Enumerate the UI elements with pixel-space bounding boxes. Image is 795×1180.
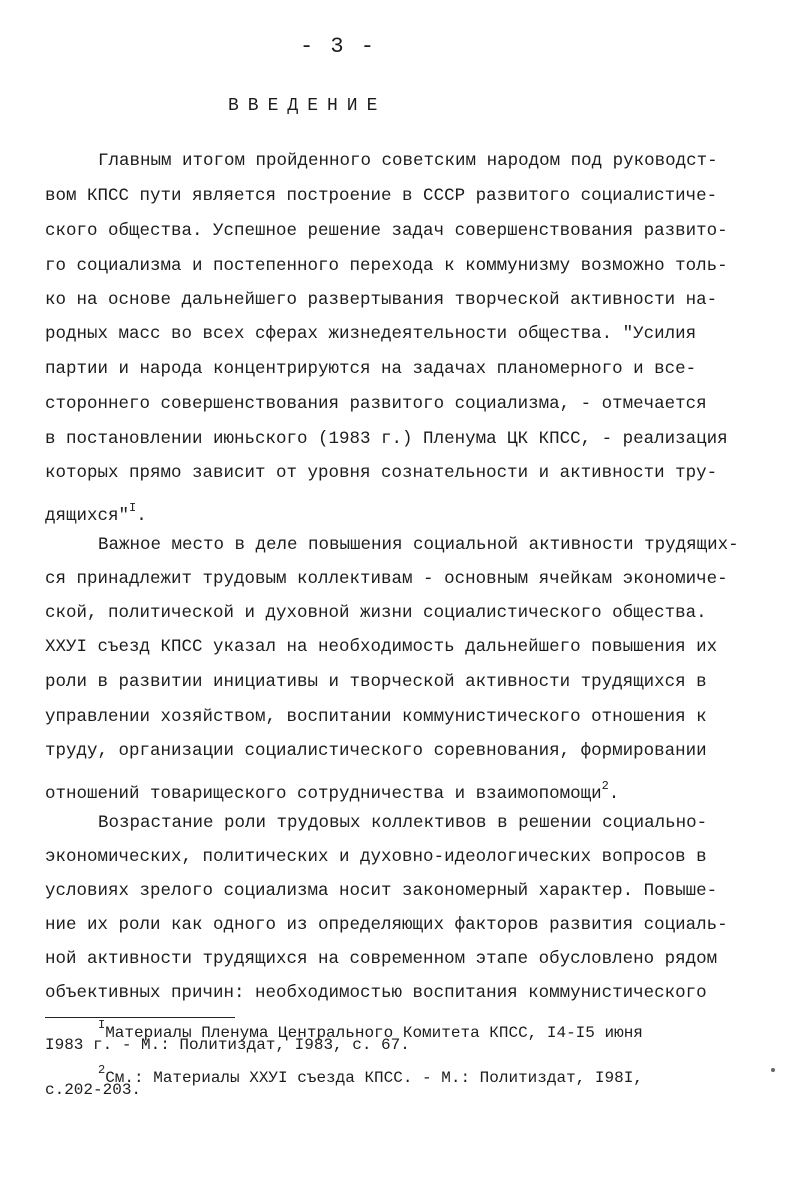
footnote-1-continued: I983 г. - М.: Политиздат, I983, с. 67.: [45, 1036, 410, 1054]
page-number: - 3 -: [300, 34, 377, 59]
text-line: вом КПСС пути является построение в СССР развитого социалистиче-: [45, 186, 718, 206]
text-line: [45, 497, 147, 527]
text-line: труду, организации социалистического соревнования, формировании: [45, 741, 707, 761]
text-fragment: отношений товарищеского сотрудничества и взаимопомощи: [45, 784, 602, 804]
text-line: Главным итогом пройденного советским народом под руководст-: [98, 151, 718, 171]
text-line: которых прямо зависит от уровня сознательности и активности тру-: [45, 463, 718, 483]
footnote-text: См.: Материалы ХХУI съезда КПСС. - М.: Политиздат, I98I,: [105, 1069, 643, 1087]
text-line: управлении хозяйством, воспитании коммунистического отношения к: [45, 707, 707, 727]
text-line: ние их роли как одного из определяющих факторов развития социаль-: [45, 915, 728, 935]
text-line: го социализма и постепенного перехода к коммунизму возможно толь-: [45, 256, 728, 276]
text-line: партии и народа концентрируются на задачах планомерного и все-: [45, 359, 697, 379]
text-line: ХХУI съезд КПСС указал на необходимость дальнейшего повышения их: [45, 637, 718, 657]
page-title: ВВЕДЕНИЕ: [228, 96, 387, 116]
text-line: экономических, политических и духовно-идеологических вопросов в: [45, 847, 707, 867]
text-line: роли в развитии инициативы и творческой активности трудящихся в: [45, 672, 707, 692]
text-fragment: .: [608, 784, 620, 804]
footnote-marker: 2: [98, 1063, 106, 1077]
text-line: Возрастание роли трудовых коллективов в решении социально-: [98, 813, 708, 833]
text-line: ского общества. Успешное решение задач совершенствования развито-: [45, 221, 728, 241]
text-line: объективных причин: необходимостью воспитания коммунистического: [45, 983, 707, 1003]
footnote-marker: I: [98, 1018, 106, 1032]
footnote-ref-1: I: [129, 501, 137, 515]
text-line: в постановлении июньского (1983 г.) Пленума ЦК КПСС, - реализация: [45, 429, 728, 449]
scan-speck: [771, 1068, 775, 1072]
text-line: условиях зрелого социализма носит закономерный характер. Повыше-: [45, 881, 718, 901]
text-fragment: .: [136, 506, 147, 526]
text-line: [45, 775, 619, 805]
text-line: ной активности трудящихся на современном этапе обусловлено рядом: [45, 949, 718, 969]
text-fragment: дящихся": [45, 506, 130, 526]
text-line: родных масс во всех сферах жизнедеятельности общества. "Усилия: [45, 324, 697, 344]
text-line: ской, политической и духовной жизни социалистического общества.: [45, 603, 707, 623]
footnote-ref-2: 2: [601, 779, 609, 793]
text-line: стороннего совершенствования развитого социализма, - отмечается: [45, 394, 707, 414]
text-line: Важное место в деле повышения социальной активности трудящих-: [98, 535, 739, 555]
footnote-2-continued: с.202-203.: [45, 1081, 142, 1099]
footnote-text: Материалы Пленума Центрального Комитета КПСС, I4-I5 июня: [105, 1024, 643, 1042]
text-line: ко на основе дальнейшего развертывания творческой активности на-: [45, 290, 718, 310]
footnote-2: [98, 1060, 643, 1088]
text-line: ся принадлежит трудовым коллективам - основным ячейкам экономиче-: [45, 569, 728, 589]
